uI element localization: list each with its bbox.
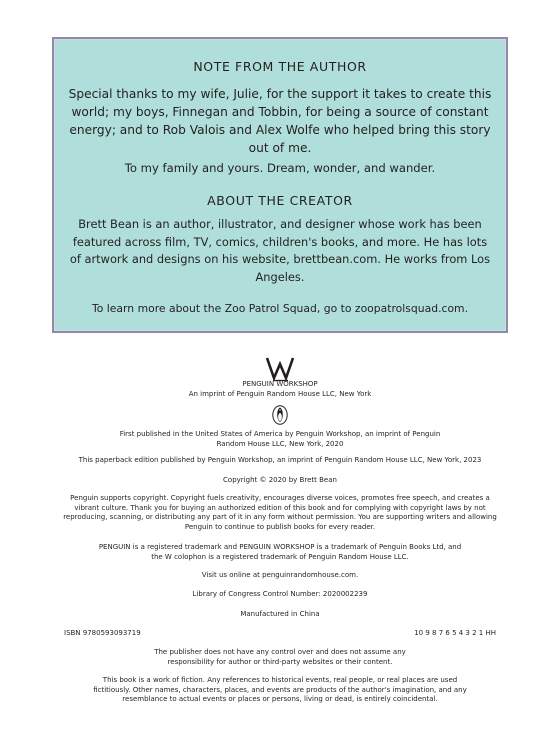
creator-bio: Brett Bean is an author, illustrator, and designer whose work has been featured across film, TV, comics, children's books, and more. He has lots of artwork and designs on his website, brettbean.com. He works from Los Angeles.: [69, 217, 491, 284]
printing-line: 10 9 8 7 6 5 4 3 2 1 HH: [414, 629, 496, 637]
imprint-name: PENGUIN WORKSHOP: [242, 380, 318, 388]
isbn: ISBN 9780593093719: [64, 629, 141, 637]
thanks-paragraph: Special thanks to my wife, Julie, for the support it takes to create this world; my boys, Finnegan and Tobbin, for being a source of constant energy; and to Rob Valois and Alex Wolfe who helped bring this story out of me.: [68, 87, 492, 155]
note-heading: NOTE FROM THE AUTHOR: [193, 59, 367, 74]
note-box: [52, 37, 508, 333]
manufactured-in: Manufactured in China: [240, 610, 320, 618]
dedication-line: To my family and yours. Dream, wonder, and wander.: [124, 161, 436, 175]
loc-number: Library of Congress Control Number: 2020002239: [192, 590, 368, 598]
paperback-edition: This paperback edition published by Penguin Workshop, an imprint of Penguin Random House LLC, New York, 2023: [78, 456, 482, 464]
learn-more-line: To learn more about the Zoo Patrol Squad, go to zoopatrolsquad.com.: [91, 302, 469, 315]
copyright-line: Copyright © 2020 by Brett Bean: [223, 476, 337, 484]
creator-heading: ABOUT THE CREATOR: [207, 193, 353, 208]
imprint-line: An imprint of Penguin Random House LLC, New York: [188, 390, 372, 398]
first-published: First published in the United States of America by Penguin Workshop, an imprint of Penguin Random House LLC, New York, 2020: [119, 430, 441, 448]
publisher-disclaimer: The publisher does not have any control over and does not assume any responsibility for author or third-party websites or their content.: [154, 648, 406, 666]
fiction-disclaimer: This book is a work of fiction. Any references to historical events, real people, or real places are used fictitiously. Other names, characters, places, and events are products of the author's imagination, and any resemblance to actual events or places or persons, living or dead, is entirely coincidental.: [93, 676, 467, 704]
trademark-notice: PENGUIN is a registered trademark and PENGUIN WORKSHOP is a trademark of Penguin Books Ltd, and the W colophon is a registered trademark of Penguin Random House LLC.: [98, 543, 462, 561]
supports-copyright: Penguin supports copyright. Copyright fuels creativity, encourages diverse voices, promotes free speech, and creates a vibrant culture. Thank you for buying an authorized edition of this book and for complying with copyright laws by not reproducing, scanning, or distributing any part of it in any form without permission. You are supporting writers and allowing Penguin to continue to publish books for every reader.: [63, 494, 497, 531]
visit-website: Visit us online at penguinrandomhouse.com.: [201, 571, 359, 579]
penguin-workshop-w-logo: [264, 356, 296, 382]
penguin-logo: [272, 405, 288, 425]
